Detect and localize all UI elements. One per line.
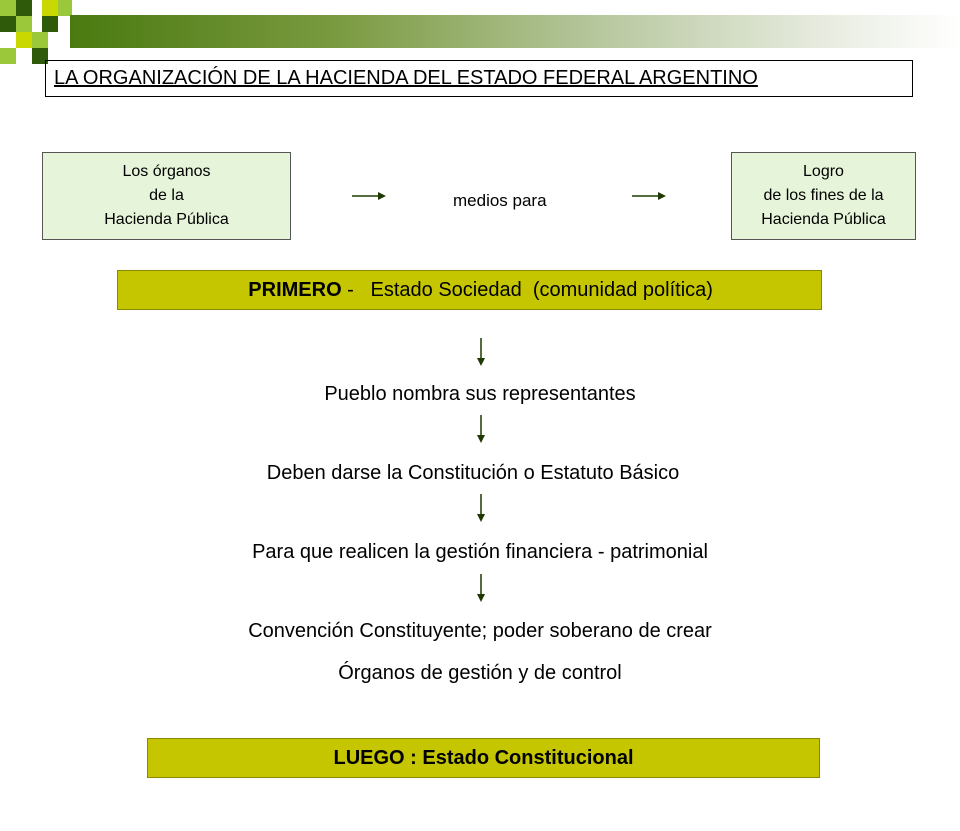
right-box-line: Hacienda Pública	[761, 211, 886, 228]
down-arrow-icon	[476, 494, 486, 522]
right-box-line: de los fines de la	[763, 187, 884, 204]
page-title	[45, 60, 913, 97]
header-gradient-bar	[70, 15, 960, 48]
page-title-text: LA ORGANIZACIÓN DE LA HACIENDA DEL ESTADO FEDERAL ARGENTINO	[54, 67, 758, 89]
right-box-line: Logro	[803, 163, 844, 180]
down-arrow-icon	[476, 574, 486, 602]
left-box-line: Los órganos	[122, 163, 211, 180]
primero-box	[117, 270, 822, 310]
step-pueblo: Pueblo nombra sus representantes	[324, 383, 636, 405]
down-arrow-icon	[476, 338, 486, 366]
step-gestion: Para que realicen la gestión financiera - patrimonial	[252, 541, 708, 563]
luego-text: LUEGO : Estado Constitucional	[333, 746, 634, 769]
left-box-organos	[42, 152, 291, 240]
luego-box	[147, 738, 820, 778]
step-organos: Órganos de gestión y de control	[338, 662, 622, 684]
decor-square	[42, 0, 58, 16]
left-box-line: de la	[149, 187, 184, 204]
right-box-logro	[731, 152, 916, 240]
decor-square	[16, 32, 32, 48]
right-arrow-icon	[632, 191, 666, 201]
middle-label: medios para	[453, 191, 547, 210]
decor-square	[16, 0, 32, 16]
step-convencion: Convención Constituyente; poder soberano de crear	[248, 620, 712, 642]
decor-square	[42, 16, 58, 32]
decor-square	[58, 0, 72, 16]
primero-bold: PRIMERO	[248, 278, 342, 301]
down-arrow-icon	[476, 415, 486, 443]
left-box-line: Hacienda Pública	[104, 211, 229, 228]
primero-rest: - Estado Sociedad (comunidad política)	[341, 278, 713, 301]
decor-square	[0, 48, 16, 64]
right-arrow-icon	[352, 191, 386, 201]
decor-square	[32, 32, 48, 48]
decor-square	[16, 16, 32, 32]
step-constitucion: Deben darse la Constitución o Estatuto Básico	[266, 462, 680, 484]
decor-square	[0, 16, 16, 32]
decor-square	[0, 0, 16, 16]
